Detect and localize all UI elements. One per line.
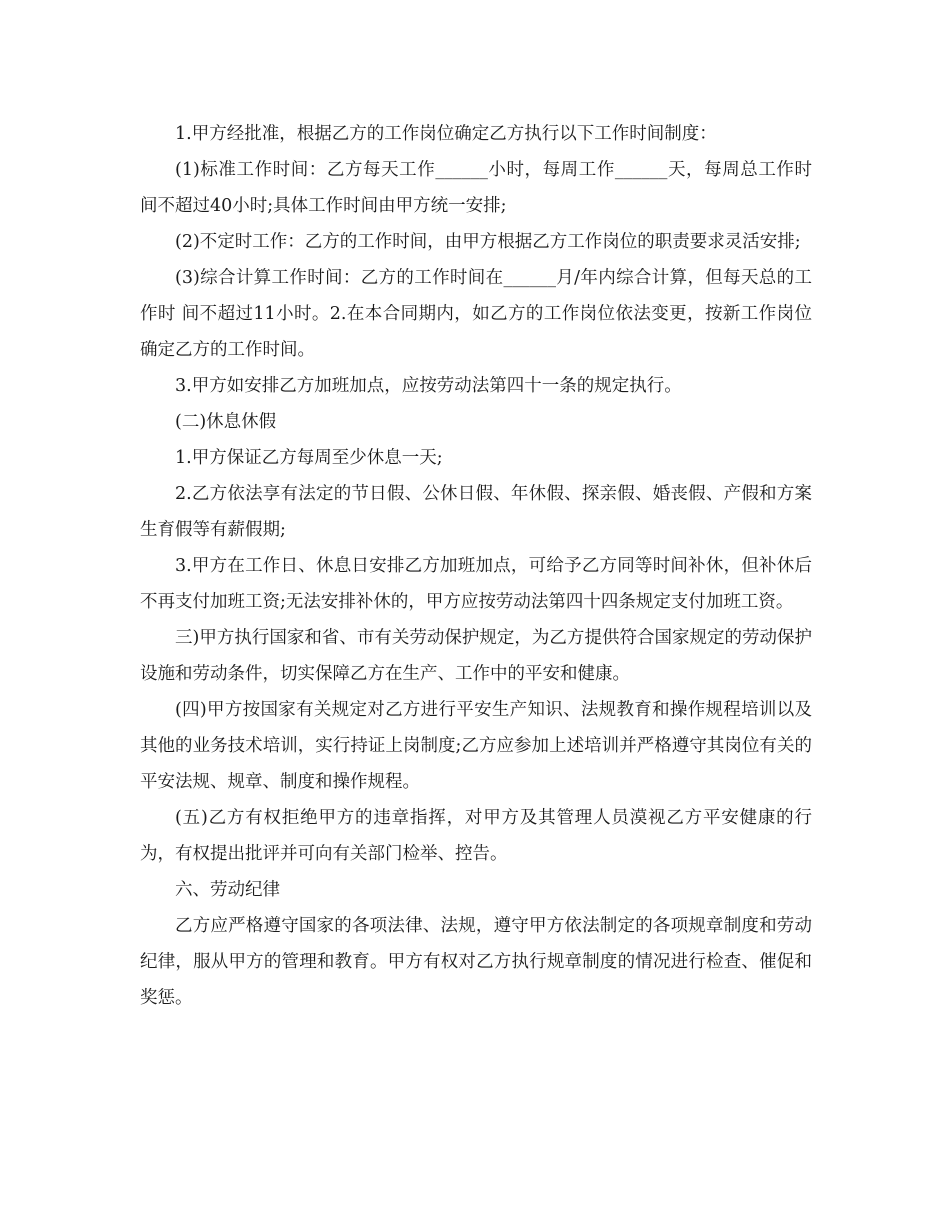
paragraph-standard-work-time: (1)标准工作时间：乙方每天工作______小时，每周工作______天，每周总工作时间不超过40小时;具体工作时间由甲方统一安排;	[140, 160, 812, 216]
paragraph-labor-protection: 三)甲方执行国家和省、市有关劳动保护规定，为乙方提供符合国家规定的劳动保护设施和劳动条件，切实保障乙方在生产、工作中的平安和健康。	[140, 628, 812, 684]
paragraph-flexible-work-time: (2)不定时工作：乙方的工作时间，由甲方根据乙方工作岗位的职责要求灵活安排;	[175, 232, 801, 252]
document-page	[140, 116, 812, 1016]
section-heading-labor-discipline: 六、劳动纪律	[175, 880, 280, 900]
paragraph-comprehensive-work-time: (3)综合计算工作时间：乙方的工作时间在______月/年内综合计算，但每天总的工作时 间不超过11小时。2.在本合同期内，如乙方的工作岗位依法变更，按新工作岗位确定乙方的工作时间。	[140, 268, 812, 360]
paragraph-refuse-violation: (五)乙方有权拒绝甲方的违章指挥，对甲方及其管理人员漠视乙方平安健康的行为，有权提出批评并可向有关部门检举、控告。	[140, 808, 812, 864]
paragraph-compensatory-rest: 3.甲方在工作日、休息日安排乙方加班加点，可给予乙方同等时间补休，但补休后不再支付加班工资;无法安排补休的，甲方应按劳动法第四十四条规定支付加班工资。	[140, 556, 812, 612]
section-heading-rest-leave: (二)休息休假	[175, 412, 277, 432]
paragraph-overtime: 3.甲方如安排乙方加班加点，应按劳动法第四十一条的规定执行。	[175, 376, 682, 396]
paragraph-safety-training: (四)甲方按国家有关规定对乙方进行平安生产知识、法规教育和操作规程培训以及其他的业务技术培训，实行持证上岗制度;乙方应参加上述培训并严格遵守其岗位有关的平安法规、规章、制度和操作规程。	[140, 700, 812, 792]
paragraph-paid-leave: 2.乙方依法享有法定的节日假、公休日假、年休假、探亲假、婚丧假、产假和方案生育假等有薪假期;	[140, 484, 812, 540]
paragraph-discipline-rules: 乙方应严格遵守国家的各项法律、法规，遵守甲方依法制定的各项规章制度和劳动纪律，服从甲方的管理和教育。甲方有权对乙方执行规章制度的情况进行检查、催促和奖惩。	[140, 916, 812, 1008]
paragraph-weekly-rest: 1.甲方保证乙方每周至少休息一天;	[175, 448, 443, 468]
paragraph-work-time-system: 1.甲方经批准，根据乙方的工作岗位确定乙方执行以下工作时间制度：	[175, 124, 717, 144]
